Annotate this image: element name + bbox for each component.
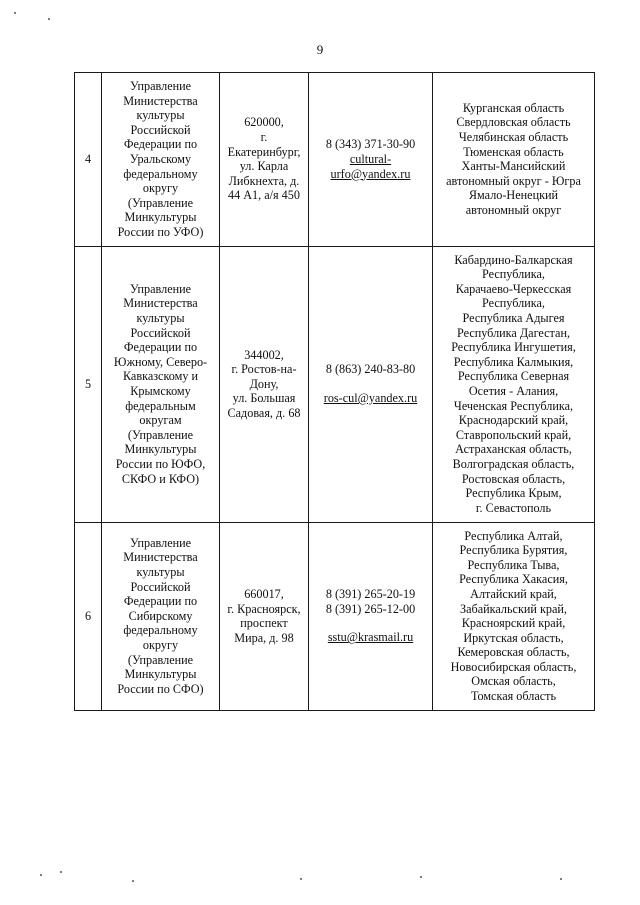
organization-line: Минкультуры [124,667,197,682]
organization-line: Минкультуры [124,210,197,225]
phone-number: 8 (343) 371-30-90 [325,137,416,152]
organization-line: (Управление [127,652,194,667]
spacer [312,377,429,391]
scan-speck [48,18,50,20]
organization-line: России по УФО) [117,224,204,239]
region-line: Чеченская Республика, [453,398,574,413]
phone-number: 8 (391) 265-12-00 [325,601,416,616]
region-line: Ханты-Мансийский [461,159,566,174]
organization-line: культуры [136,311,185,326]
organization-line: России по СФО) [117,681,204,696]
organization-line: Министерства [123,93,198,108]
organization-cell [102,73,220,247]
phone-number: 8 (391) 265-20-19 [325,587,416,602]
contacts-table [74,72,595,711]
organization-line: Минкультуры [124,442,197,457]
address-line: ул. Карла [239,159,289,174]
scan-speck [60,871,62,873]
organization-line: (Управление [127,427,194,442]
organization-line: России по ЮФО, [115,457,206,471]
organization-line: Российской [130,325,191,340]
organization-line: Федерации по [123,594,198,609]
organization-line: Министерства [123,296,198,311]
organization-line: культуры [136,565,185,580]
region-line: Кабардино-Балкарская [454,252,573,267]
email-link[interactable]: cultural- [349,151,392,166]
address-cell [220,522,309,710]
row-number: 5 [75,246,102,522]
scan-speck [14,12,16,14]
address-line: г. Красноярск, [227,601,301,616]
organization-line: Федерации по [123,137,198,152]
table-row [75,73,595,247]
contact-cell [309,522,433,710]
email-link[interactable]: ros-cul@yandex.ru [323,391,418,406]
table-row [75,246,595,522]
address-line: Либкнехта, д. [228,173,300,188]
address-line: Дону, [249,376,279,391]
region-line: автономный округ [465,203,562,218]
organization-line: Российской [130,122,191,137]
region-line: Ставропольский край, [455,427,572,442]
address-line: Мира, д. 98 [234,630,294,645]
table-row [75,522,595,710]
email-link[interactable]: urfo@yandex.ru [330,166,411,181]
scan-speck [132,880,134,882]
email-link[interactable]: sstu@krasmail.ru [327,630,414,645]
organization-line: Сибирскому [128,608,193,623]
organization-line: (Управление [127,195,194,210]
row-number: 4 [75,73,102,247]
region-line: Республика Хакасия, [459,572,568,587]
region-line: Ямало-Ненецкий [468,188,559,203]
organization-line: Крымскому [130,384,191,399]
region-line: Республика Дагестан, [456,325,571,340]
organization-cell [102,246,220,522]
organization-line: Управление [129,79,192,93]
region-line: Осетия - Алания, [468,384,559,399]
address-cell [220,73,309,247]
region-line: Республика Ингушетия, [451,340,576,355]
organization-line: федеральному [123,623,198,638]
organization-line: Российской [130,579,191,594]
scan-speck [560,878,562,880]
organization-line: федеральным [125,398,196,413]
region-line: Республика Алтай, [464,528,563,543]
address-line: 44 А1, а/я 450 [228,188,300,203]
address-line: ул. Большая [232,391,296,406]
region-line: Курганская область [462,100,565,115]
region-line: Челябинская область [458,130,569,145]
region-line: г. Севастополь [475,500,552,515]
organization-line: округу [142,637,179,652]
region-line: Астраханская область, [455,442,572,457]
region-line: Омская область, [471,674,556,689]
organization-line: Управление [129,535,192,550]
organization-line: Южному, Северо- [113,354,208,369]
address-cell [220,246,309,522]
organization-line: Министерства [123,550,198,565]
page-number: 9 [316,42,324,57]
organization-cell [102,522,220,710]
region-line: Алтайский край, [470,586,557,601]
region-line: Красноярский край, [461,616,566,631]
organization-line: Управление [129,281,192,296]
address-line: г. Ростов-на- [231,362,297,377]
regions-cell [433,246,595,522]
address-line: проспект [240,616,288,631]
organization-line: Кавказскому и [122,369,199,384]
region-line: Забайкальский край, [460,601,567,616]
region-line: Краснодарский край, [458,413,569,428]
region-line: Свердловская область [456,115,571,130]
organization-line: Уральскому [129,151,192,166]
region-line: Иркутская область, [463,630,564,645]
region-line: Ростовская область, [461,471,566,486]
region-line: автономный округ - Югра [446,173,581,188]
region-line: Республика Северная [457,369,570,384]
organization-line: федеральному [123,166,198,181]
spacer [312,616,429,630]
region-line: Республика, [482,296,545,311]
row-number: 6 [75,522,102,710]
contact-cell [309,246,433,522]
organization-line: округу [142,181,179,196]
region-line: Республика, [482,267,545,282]
address-line: 660017, [244,586,284,601]
region-line: Республика Крым, [465,486,562,501]
scan-speck [420,876,422,878]
regions-cell [433,73,595,247]
region-line: Томская область [470,689,557,704]
region-line: Республика Калмыкия, [453,354,574,369]
phone-number: 8 (863) 240-83-80 [325,362,416,377]
region-line: Тюменская область [463,144,564,159]
address-line: 344002, [244,347,284,362]
organization-line: округам [139,413,182,428]
organization-line: культуры [136,108,185,123]
region-line: Карачаево-Черкесская [455,281,572,296]
region-line: Республика Адыгея [462,311,565,326]
address-line: г. [260,130,268,145]
organization-line: Федерации по [123,340,198,355]
organization-line: СКФО и КФО) [121,471,200,486]
region-line: Республика Тыва, [467,557,560,572]
region-line: Кемеровская область, [457,645,570,660]
address-line: Екатеринбург, [227,144,301,159]
scan-speck [300,878,302,880]
address-line: 620000, [244,115,284,130]
region-line: Республика Бурятия, [459,543,568,558]
contact-cell [309,73,433,247]
address-line: Садовая, д. 68 [227,405,301,420]
regions-cell [433,522,595,710]
region-line: Волгоградская область, [452,457,575,471]
region-line: Новосибирская область, [450,659,577,674]
scan-speck [40,874,42,876]
